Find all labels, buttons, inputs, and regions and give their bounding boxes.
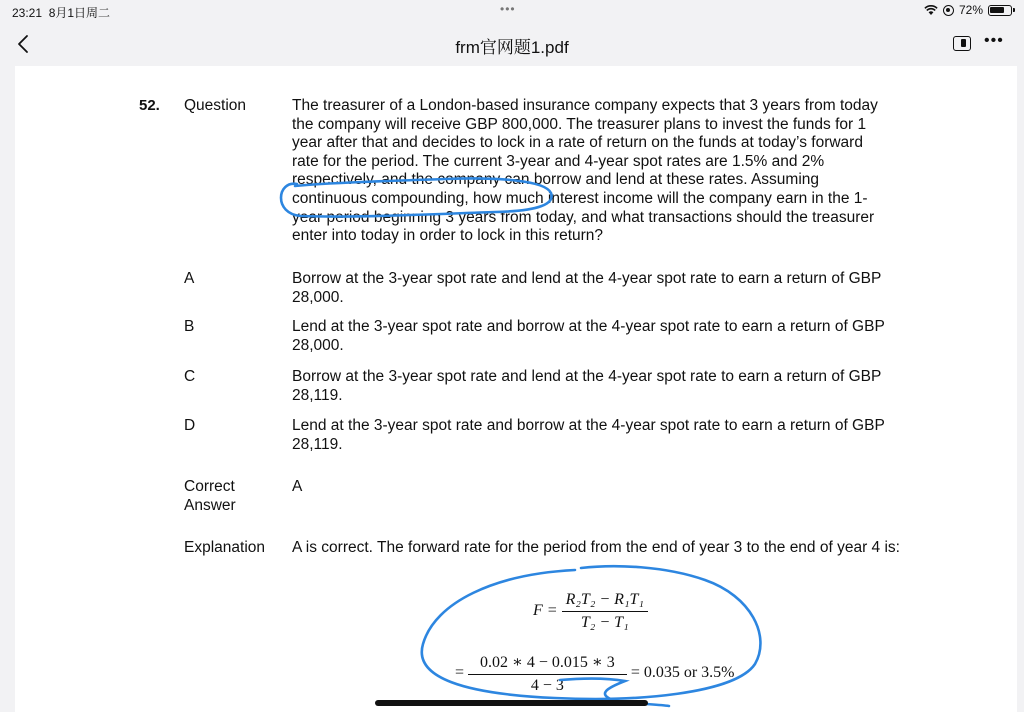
calc-equals: = bbox=[455, 664, 465, 682]
formula-denominator: T₂ − T₁ bbox=[580, 614, 629, 631]
formula-fraction bbox=[562, 591, 648, 632]
status-indicators bbox=[924, 3, 1012, 17]
battery-percent: 72% bbox=[958, 3, 983, 17]
battery-tip bbox=[1013, 8, 1015, 12]
calc-result: = 0.035 or 3.5% bbox=[630, 664, 735, 682]
question-number: 52. bbox=[139, 97, 160, 114]
status-bar bbox=[0, 0, 1024, 24]
pdf-page[interactable] bbox=[15, 66, 1017, 712]
nav-bar bbox=[0, 24, 1024, 64]
option-b-text: Lend at the 3-year spot rate and borrow at the 4-year spot rate to earn a return of GBP 28,000. bbox=[292, 318, 885, 354]
sidebar-icon[interactable] bbox=[953, 36, 971, 51]
lock-rotation-icon bbox=[943, 5, 954, 16]
more-icon[interactable]: ••• bbox=[984, 32, 1004, 49]
option-b-letter: B bbox=[184, 318, 195, 335]
battery-fill bbox=[990, 7, 1004, 13]
formula-numerator: R₂T₂ − R₁T₁ bbox=[562, 591, 648, 612]
calc-numerator: 0.02 ∗ 4 − 0.015 ∗ 3 bbox=[468, 652, 627, 675]
wifi-icon bbox=[924, 4, 938, 16]
document-title: frm官网题1.pdf bbox=[455, 38, 569, 57]
home-indicator[interactable] bbox=[375, 700, 648, 706]
question-text: The treasurer of a London-based insurance company expects that 3 years from today the company will receive GBP 800,000. The treasurer plans to invest the funds for 1 year after that and decides to lock in a rate of return on the funds at today’s forward rate for the period. The current 3-year and 4-year spot rates are 1.5% and 2% respectively, and the company can borrow and lend at these rates. Assuming continuous compounding, how much interest income will the company earn in the 1-year period beginning 3 years from today, and what transactions should the treasurer enter into today in order to lock in this return? bbox=[292, 97, 878, 245]
option-c-text: Borrow at the 3-year spot rate and lend at the 4-year spot rate to earn a return of GBP 28,119. bbox=[292, 368, 882, 404]
explanation-label: Explanation bbox=[184, 539, 266, 556]
status-time: 23:21 8月1日周二 bbox=[12, 6, 111, 20]
correct-answer-value: A bbox=[292, 478, 303, 495]
forward-rate-formula bbox=[533, 591, 648, 632]
calc-denominator: 4 − 3 bbox=[530, 677, 564, 694]
option-a-letter: A bbox=[184, 270, 195, 287]
option-d-letter: D bbox=[184, 417, 196, 434]
formula-lhs: F = bbox=[533, 602, 558, 620]
explanation-text: A is correct. The forward rate for the period from the end of year 3 to the end of year 4 is: bbox=[292, 539, 900, 556]
question-label: Question bbox=[184, 97, 247, 114]
correct-answer-label: Correct Answer bbox=[184, 478, 236, 514]
forward-rate-calculation bbox=[455, 652, 735, 695]
multitasking-dots-icon[interactable]: ••• bbox=[500, 2, 516, 16]
option-d-text: Lend at the 3-year spot rate and borrow at the 4-year spot rate to earn a return of GBP 28,119. bbox=[292, 417, 885, 453]
calc-fraction bbox=[468, 652, 627, 695]
option-c-letter: C bbox=[184, 368, 196, 385]
battery-icon bbox=[988, 5, 1012, 16]
option-a-text: Borrow at the 3-year spot rate and lend at the 4-year spot rate to earn a return of GBP 28,000. bbox=[292, 270, 882, 306]
